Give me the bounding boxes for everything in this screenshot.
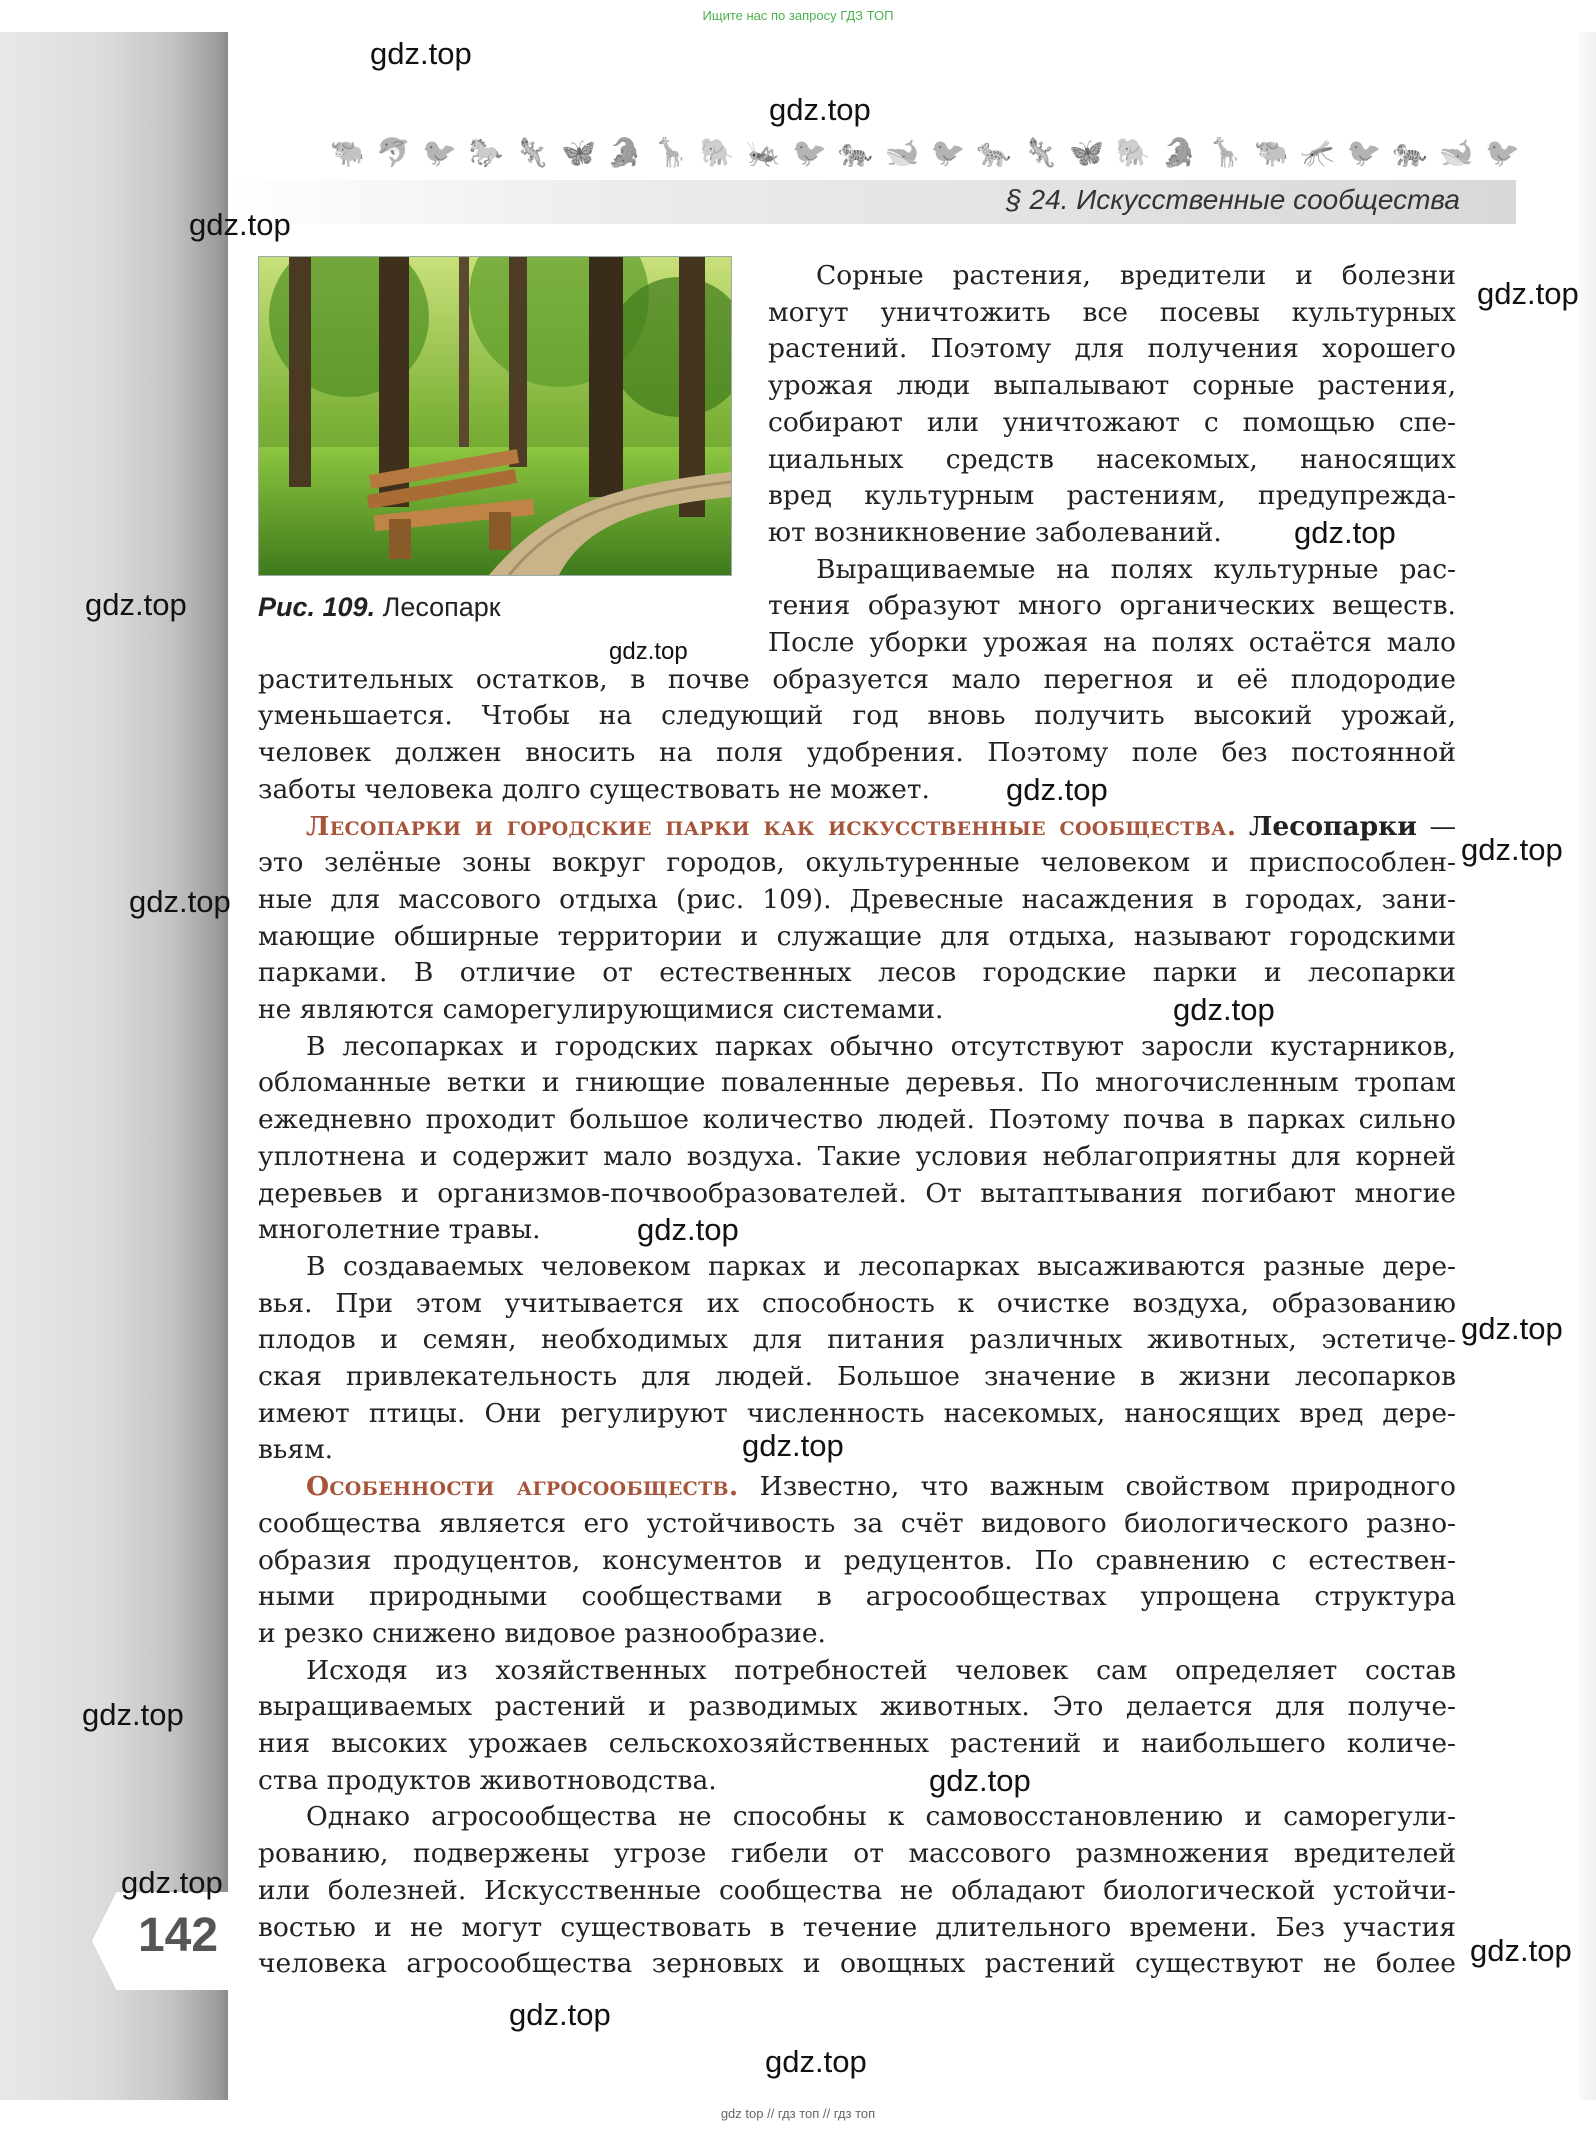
animal-silhouette-icon: 🦎 [514, 135, 550, 169]
watermark: gdz.top [765, 2044, 867, 2079]
watermark: gdz.top [1477, 276, 1579, 311]
watermark: gdz.top [609, 638, 688, 665]
text-line [258, 1469, 1456, 1505]
watermark: gdz.top [189, 207, 291, 242]
animal-silhouette-icon: 🐦 [1485, 135, 1520, 169]
animal-silhouette-icon: 🐃 [1254, 135, 1289, 169]
line-text: рованию, подвержены угрозе гибели от массового размножения вредителей [258, 1838, 1456, 1870]
line-text: заботы человека долго существовать не может. [258, 773, 930, 805]
text-line [258, 1359, 1456, 1395]
line-text: могут уничтожить все посевы культурных [768, 296, 1456, 328]
line-text: В лесопарках и городских парках обычно отсутствуют заросли кустарников, [306, 1030, 1456, 1062]
watermark: gdz.top [1294, 515, 1396, 550]
text-line [258, 772, 1456, 808]
watermark: gdz.top [1461, 1311, 1563, 1346]
text-line [258, 1249, 1456, 1285]
text-line [258, 992, 1456, 1028]
text-line [768, 258, 1456, 294]
line-text: парками. В отличие от естественных лесов городские парки и лесопарки [258, 957, 1456, 989]
line-text: или болезней. Искусственные сообщества не обладают биологической устойчи- [258, 1874, 1456, 1906]
text-line [258, 1176, 1456, 1212]
line-text: растительных остатков, в почве образуется мало перегноя и её плодородие [258, 663, 1456, 695]
line-text: мающие обширные территории и служащие для отдыха, называют городскими [258, 920, 1456, 952]
line-text: человека агросообщества зерновых и овощных растений существуют не более [258, 1948, 1456, 1980]
line-text: ская привлекательность для людей. Большое значение в жизни лесопарков [258, 1361, 1456, 1392]
line-text: уменьшается. Чтобы на следующий год вновь получить высокий урожай, [258, 700, 1456, 732]
text-line [768, 588, 1456, 624]
line-text: вья. При этом учитывается их способность к очистке воздуха, образованию [258, 1287, 1456, 1319]
text-line [258, 809, 1456, 845]
text-line [258, 1836, 1456, 1872]
text-line [258, 1946, 1456, 1982]
text-line [768, 552, 1456, 588]
line-text: выращиваемых растений и разводимых животных. Это делается для получе- [258, 1691, 1456, 1723]
text-line [768, 295, 1456, 331]
text-line [258, 1396, 1456, 1432]
animal-silhouette-icon: 🐦 [422, 135, 458, 169]
text-line [258, 1763, 1456, 1799]
text-line [258, 1579, 1456, 1615]
animal-silhouette-strip [330, 132, 1520, 172]
animal-silhouette-icon: 🐘 [699, 135, 735, 169]
line-text: деревьев и организмов-почвообразователей. От вытаптывания погибают многие [258, 1177, 1456, 1209]
page-number: 142 [137, 1909, 219, 1962]
line-text: урожая люди выпалывают сорные растения, [768, 370, 1456, 402]
text-line [768, 368, 1456, 404]
animal-silhouette-icon: 🐃 [330, 135, 365, 169]
animal-silhouette-icon: 🦎 [1023, 135, 1058, 169]
line-text: В создаваемых человеком парках и лесопарках высаживаются разные дере- [306, 1250, 1456, 1282]
figure-caption [258, 592, 738, 623]
animal-silhouette-icon: 🐅 [1392, 135, 1428, 169]
watermark: gdz.top [1173, 992, 1275, 1027]
line-text: ные для массового отдыха (рис. 109). Древесные насаждения в городах, зани- [258, 883, 1456, 915]
text-line [258, 1286, 1456, 1322]
watermark: gdz.top [769, 92, 871, 127]
figure-title: Лесопарк [382, 592, 501, 622]
watermark: gdz.top [370, 36, 472, 71]
animal-silhouette-icon: 🐬 [376, 135, 412, 169]
text-line [258, 1653, 1456, 1689]
watermark: gdz.top [742, 1428, 844, 1463]
line-text: сообщества является его устойчивость за счёт видового биологического разно- [258, 1507, 1456, 1539]
animal-silhouette-icon: 🐎 [468, 135, 504, 169]
line-text: имеют птицы. Они регулируют численность насекомых, наносящих вред дере- [258, 1397, 1456, 1429]
bottom-note: gdz top // гдз топ // гдз топ [720, 2106, 876, 2121]
animal-silhouette-icon: 🦋 [1069, 135, 1105, 169]
line-text: многолетние травы. [258, 1214, 541, 1246]
text-line [258, 1212, 1456, 1248]
text-line [258, 1726, 1456, 1762]
text-line [258, 662, 1456, 698]
line-text: Сорные растения, вредители и болезни [816, 260, 1456, 291]
line-text: растений. Поэтому для получения хорошего [768, 333, 1456, 365]
text-line [258, 698, 1456, 734]
text-line [768, 478, 1456, 514]
text-line [258, 845, 1456, 881]
line-text: востью и не могут существовать в течение длительного времени. Без участия [258, 1911, 1456, 1943]
text-line [258, 882, 1456, 918]
animal-silhouette-icon: 🐦 [1346, 135, 1382, 169]
animal-silhouette-icon: 🐦 [930, 135, 966, 169]
animal-silhouette-icon: 🐊 [1161, 135, 1197, 169]
line-text: ют возникновение заболеваний. [768, 516, 1222, 548]
park-bench-photo [258, 256, 732, 576]
text-line [258, 1616, 1456, 1652]
animal-silhouette-icon: 🐅 [838, 135, 874, 169]
text-line [768, 331, 1456, 367]
animal-silhouette-icon: 🦟 [1300, 135, 1336, 169]
animal-silhouette-icon: 🐋 [884, 135, 920, 169]
line-text: это зелёные зоны вокруг городов, окультуренные человеком и приспособлен- [258, 847, 1456, 879]
line-text: — [1429, 810, 1456, 842]
line-text: не являются саморегулирующимися системами. [258, 994, 944, 1025]
text-line [768, 625, 1456, 661]
line-text: вьям. [258, 1434, 334, 1466]
text-line [258, 1139, 1456, 1175]
line-text: Исходя из хозяйственных потребностей человек сам определяет состав [306, 1654, 1456, 1686]
bold-term: Лесопарки [1248, 810, 1417, 842]
text-line [258, 1506, 1456, 1542]
line-text: и резко снижено видовое разнообразие. [258, 1617, 826, 1649]
text-line [258, 1799, 1456, 1835]
line-text: Однако агросообщества не способны к самовосстановлению и саморегули- [306, 1801, 1456, 1833]
watermark: gdz.top [929, 1763, 1031, 1798]
text-line [258, 1873, 1456, 1909]
line-text: образия продуцентов, консументов и редуцентов. По сравнению с естествен- [258, 1544, 1456, 1576]
line-text: Выращиваемые на полях культурные рас- [816, 553, 1456, 585]
section-title: § 24. Искусственные сообщества [1006, 184, 1460, 215]
text-line [258, 735, 1456, 771]
watermark: gdz.top [637, 1212, 739, 1247]
animal-silhouette-icon: 🦋 [561, 135, 596, 169]
text-line [258, 955, 1456, 991]
text-line [258, 1910, 1456, 1946]
animal-silhouette-icon: 🦗 [745, 135, 781, 169]
text-line [258, 1543, 1456, 1579]
watermark: gdz.top [1461, 832, 1563, 867]
page-margin-bar [0, 32, 228, 2100]
watermark: gdz.top [121, 1865, 223, 1900]
watermark: gdz.top [82, 1697, 184, 1732]
line-text: Известно, что важным свойством природного [759, 1471, 1456, 1503]
line-text: человек должен вносить на поля удобрения. Поэтому поле без постоянной [258, 737, 1456, 769]
line-text: обломанные ветки и гниющие поваленные деревья. По многочисленным тропам [258, 1067, 1456, 1099]
watermark: gdz.top [85, 587, 187, 622]
line-text: ния высоких урожаев сельскохозяйственных растений и наибольшего количе- [258, 1728, 1456, 1759]
text-line [258, 1322, 1456, 1358]
line-text: После уборки урожая на полях остаётся мало [768, 627, 1456, 658]
line-text: уплотнена и содержит мало воздуха. Такие условия неблагоприятны для корней [258, 1140, 1456, 1172]
top-note: Ищите нас по запросу ГДЗ ТОП [702, 8, 894, 23]
park-photo-illustration [259, 257, 731, 575]
animal-silhouette-icon: 🐆 [976, 135, 1012, 169]
animal-silhouette-icon: 🐊 [607, 135, 643, 169]
page-right-edge [1578, 32, 1596, 2100]
text-line [258, 1432, 1456, 1468]
line-text: ства продуктов животноводства. [258, 1764, 717, 1796]
animal-silhouette-icon: 🦒 [653, 135, 689, 169]
text-line [768, 405, 1456, 441]
figure-label: Рис. 109. [258, 592, 376, 622]
text-line [258, 1689, 1456, 1725]
line-text: вред культурным растениям, предупрежда- [768, 480, 1456, 512]
line-text: тения образуют много органических веществ. [768, 590, 1456, 622]
text-line [768, 442, 1456, 478]
line-text: ежедневно проходит большое количество людей. Поэтому почва в парках сильно [258, 1104, 1456, 1136]
paragraph-heading: Лесопарки и городские парки как искусственные сообщества. [306, 810, 1237, 842]
paragraph-heading: Особенности агросообществ. [306, 1471, 739, 1503]
watermark: gdz.top [129, 884, 231, 919]
text-line [258, 1102, 1456, 1138]
animal-silhouette-icon: 🐘 [1115, 135, 1151, 169]
line-text: плодов и семян, необходимых для питания различных животных, эстетиче- [258, 1324, 1456, 1356]
line-text: ными природными сообществами в агросообществах упрощена структура [258, 1581, 1456, 1613]
watermark: gdz.top [509, 1997, 611, 2032]
animal-silhouette-icon: 🐦 [792, 135, 827, 169]
text-line [258, 1065, 1456, 1101]
text-line [258, 919, 1456, 955]
watermark: gdz.top [1006, 772, 1108, 807]
animal-silhouette-icon: 🦒 [1207, 135, 1243, 169]
watermark: gdz.top [1470, 1933, 1572, 1968]
line-text: собирают или уничтожают с помощью спе- [768, 406, 1456, 438]
text-line [258, 1029, 1456, 1065]
line-text: циальных средств насекомых, наносящих [768, 443, 1456, 475]
animal-silhouette-icon: 🐋 [1438, 135, 1474, 169]
